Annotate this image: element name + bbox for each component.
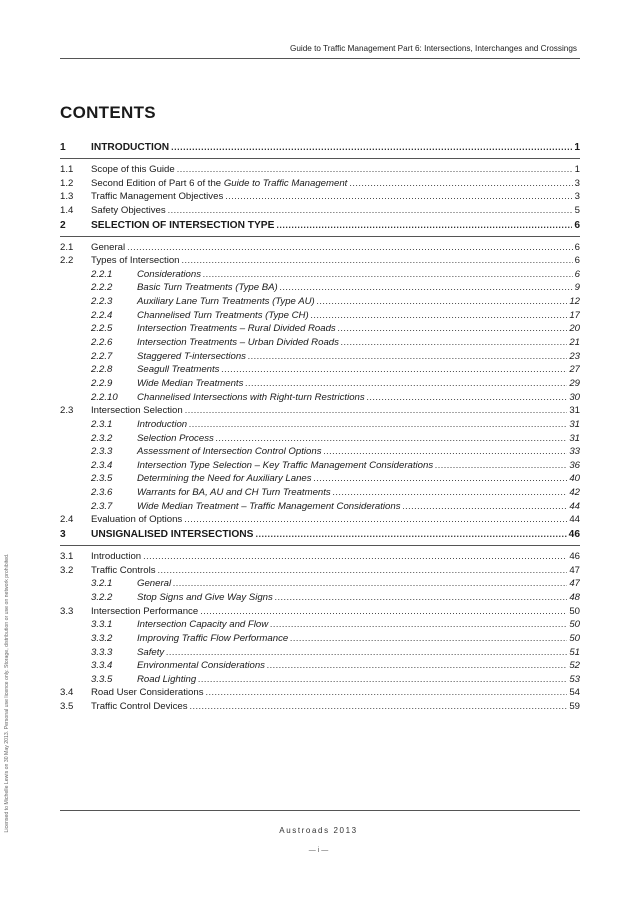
- toc-entry-page: 54: [569, 687, 580, 699]
- toc-entry-title: [91, 163, 175, 177]
- toc-subsection-entry[interactable]: [60, 268, 580, 282]
- toc-entry-number: 2.2.8: [91, 364, 113, 376]
- toc-entry-title-italic: Guide to Traffic Management: [223, 177, 348, 189]
- toc-entry-title: [91, 254, 180, 268]
- toc-entry-page: 1: [574, 142, 580, 153]
- toc-entry-number: 2.2.6: [91, 337, 113, 349]
- toc-dot-leader: [276, 218, 572, 232]
- toc-dot-leader: [248, 350, 567, 364]
- toc-entry-title: [137, 281, 278, 295]
- toc-entry-number: 3.3.3: [91, 646, 113, 658]
- toc-entry-title-text: Selection Process: [137, 432, 214, 444]
- toc-entry-number: 2: [60, 219, 66, 231]
- toc-dot-leader: [403, 500, 568, 514]
- toc-entry-title-text: SELECTION OF INTERSECTION TYPE: [91, 219, 275, 231]
- toc-dot-leader: [435, 459, 567, 473]
- toc-entry-title: [91, 605, 198, 619]
- toc-entry-number: 1.1: [60, 164, 74, 175]
- toc-section-entry[interactable]: [60, 605, 580, 619]
- toc-entry-title: [91, 141, 169, 155]
- toc-entry-page: 53: [569, 673, 580, 685]
- toc-dot-leader: [190, 700, 568, 714]
- toc-entry-title-text: Wide Median Treatments: [137, 377, 244, 389]
- toc-dot-leader: [158, 564, 568, 578]
- toc-entry-number: 2.3.3: [91, 446, 113, 458]
- toc-section-entry[interactable]: [60, 700, 580, 714]
- toc-section-entry[interactable]: [60, 564, 580, 578]
- toc-entry-page: 46: [569, 551, 580, 563]
- toc-entry-number: 3.2.2: [91, 591, 113, 603]
- toc-entry-title: [137, 363, 219, 377]
- toc-entry-title-text: General: [137, 578, 172, 590]
- toc-dot-leader: [216, 432, 568, 446]
- toc-dot-leader: [173, 577, 567, 591]
- toc-entry-page: 44: [569, 500, 580, 512]
- toc-dot-leader: [255, 527, 566, 541]
- toc-subsection-entry[interactable]: [60, 618, 580, 632]
- toc-entry-title-text: UNSIGNALISED INTERSECTIONS: [91, 529, 254, 541]
- toc-subsection-entry[interactable]: [60, 673, 580, 687]
- running-header: Guide to Traffic Management Part 6: Intersections, Interchanges and Crossings: [289, 44, 577, 53]
- toc-entry-number: 3.4: [60, 687, 74, 699]
- toc-entry-title-text: Environmental Considerations: [137, 660, 265, 672]
- toc-entry-number: 1: [60, 142, 66, 153]
- toc-section-entry[interactable]: [60, 241, 580, 255]
- toc-entry-page: 20: [569, 323, 580, 335]
- toc-section-entry[interactable]: [60, 254, 580, 268]
- toc-entry-page: 52: [569, 660, 580, 672]
- toc-dot-leader: [341, 336, 567, 350]
- toc-entry-title-text: Traffic Management Objectives: [91, 191, 224, 203]
- toc-subsection-entry[interactable]: [60, 632, 580, 646]
- toc-entry-title: [91, 528, 253, 542]
- toc-entry-title-text: Scope of this Guide: [91, 164, 175, 175]
- toc-entry-number: 1.4: [60, 204, 74, 216]
- toc-dot-leader: [166, 646, 567, 660]
- toc-entry-page: 12: [569, 296, 580, 308]
- toc-entry-page: 17: [569, 309, 580, 321]
- toc-entry-number: 2.2.10: [91, 391, 118, 403]
- toc-entry-title-text: Road User Considerations: [91, 687, 204, 699]
- toc-entry-title-text: Introduction: [91, 551, 142, 563]
- toc-entry-number: 2.4: [60, 514, 74, 526]
- toc-dot-leader: [290, 632, 567, 646]
- toc-entry-page: 48: [569, 591, 580, 603]
- toc-entry-title-text: Traffic Control Devices: [91, 701, 188, 713]
- toc-entry-title-text: Traffic Controls: [91, 564, 156, 576]
- table-of-contents: [60, 140, 580, 714]
- toc-dot-leader: [311, 309, 568, 323]
- toc-entry-number: 3.3.4: [91, 660, 113, 672]
- toc-entry-title: [137, 295, 315, 309]
- toc-entry-title-text: Determining the Need for Auxiliary Lanes: [137, 473, 312, 485]
- toc-entry-title-text: Seagull Treatments: [137, 364, 220, 376]
- toc-dot-leader: [203, 268, 573, 282]
- toc-subsection-entry[interactable]: [60, 336, 580, 350]
- toc-entry-title-text: Road Lighting: [137, 673, 197, 685]
- toc-entry-title: [91, 204, 166, 218]
- toc-entry-title-text: Assessment of Intersection Control Options: [137, 446, 322, 458]
- toc-chapter-entry[interactable]: [60, 218, 580, 237]
- toc-subsection-entry[interactable]: [60, 309, 580, 323]
- toc-entry-page: 59: [569, 701, 580, 713]
- toc-entry-page: 9: [574, 282, 580, 294]
- toc-entry-page: 33: [569, 446, 580, 458]
- toc-dot-leader: [324, 445, 568, 459]
- toc-entry-title: [91, 190, 223, 204]
- toc-entry-number: 1.3: [60, 191, 74, 203]
- toc-entry-page: 31: [569, 418, 580, 430]
- toc-entry-page: 6: [574, 241, 580, 253]
- toc-entry-number: 2.2.9: [91, 377, 113, 389]
- toc-entry-title: [137, 391, 365, 405]
- toc-entry-number: 3.3.5: [91, 673, 113, 685]
- toc-entry-page: 50: [569, 632, 580, 644]
- toc-entry-number: 2.3.6: [91, 487, 113, 499]
- toc-entry-title-text: Intersection Treatments – Rural Divided Roads: [137, 323, 336, 335]
- toc-entry-page: 46: [568, 529, 580, 541]
- toc-entry-number: 2.2.2: [91, 282, 113, 294]
- toc-dot-leader: [185, 404, 568, 418]
- toc-entry-title-text: Evaluation of Options: [91, 514, 183, 526]
- toc-entry-number: 2.3: [60, 405, 74, 417]
- toc-entry-title: [137, 322, 336, 336]
- toc-dot-leader: [267, 659, 567, 673]
- toc-entry-title-text: Intersection Selection: [91, 405, 183, 417]
- toc-subsection-entry[interactable]: [60, 577, 580, 591]
- toc-entry-title: [91, 241, 125, 255]
- toc-entry-number: 3.1: [60, 551, 74, 563]
- toc-entry-title: [91, 564, 156, 578]
- toc-entry-title-text: Intersection Capacity and Flow: [137, 619, 269, 631]
- toc-entry-page: 50: [569, 605, 580, 617]
- toc-subsection-entry[interactable]: [60, 591, 580, 605]
- toc-subsection-entry[interactable]: [60, 646, 580, 660]
- toc-entry-number: 3.2.1: [91, 578, 113, 590]
- toc-entry-page: 29: [569, 377, 580, 389]
- toc-subsection-entry[interactable]: [60, 377, 580, 391]
- toc-entry-title-text: Stop Signs and Give Way Signs: [137, 591, 273, 603]
- toc-subsection-entry[interactable]: [60, 418, 580, 432]
- toc-chapter-entry[interactable]: [60, 527, 580, 546]
- footer-page-number: — i —: [308, 847, 329, 854]
- toc-entry-page: 42: [569, 487, 580, 499]
- toc-entry-title: [91, 550, 141, 564]
- toc-subsection-entry[interactable]: [60, 432, 580, 446]
- toc-entry-page: 47: [569, 578, 580, 590]
- toc-dot-leader: [245, 377, 567, 391]
- toc-dot-leader: [189, 418, 567, 432]
- toc-entry-title-text: Auxiliary Lane Turn Treatments (Type AU): [137, 296, 315, 308]
- toc-dot-leader: [225, 190, 572, 204]
- toc-entry-title: [91, 177, 347, 191]
- toc-dot-leader: [127, 241, 573, 255]
- toc-entry-number: 3.2: [60, 564, 74, 576]
- toc-entry-title-text: Intersection Treatments – Urban Divided Roads: [137, 337, 339, 349]
- toc-entry-title: [137, 646, 164, 660]
- toc-entry-title-text: Introduction: [137, 418, 188, 430]
- toc-entry-page: 21: [569, 337, 580, 349]
- toc-entry-title-text: Wide Median Treatment – Traffic Management Considerations: [137, 500, 401, 512]
- toc-section-entry[interactable]: [60, 163, 580, 177]
- toc-entry-title: [137, 445, 322, 459]
- toc-section-entry[interactable]: [60, 686, 580, 700]
- toc-entry-title-text: Safety: [137, 646, 165, 658]
- toc-subsection-entry[interactable]: [60, 322, 580, 336]
- toc-entry-title: [91, 700, 188, 714]
- toc-subsection-entry[interactable]: [60, 459, 580, 473]
- toc-dot-leader: [182, 254, 573, 268]
- toc-entry-page: 51: [569, 646, 580, 658]
- toc-entry-page: 1: [574, 164, 580, 175]
- toc-subsection-entry[interactable]: [60, 445, 580, 459]
- toc-entry-number: 2.2.7: [91, 350, 113, 362]
- toc-entry-page: 6: [574, 268, 580, 280]
- toc-entry-page: 31: [569, 405, 580, 417]
- toc-dot-leader: [317, 295, 568, 309]
- toc-entry-title: [137, 591, 273, 605]
- toc-section-entry[interactable]: [60, 190, 580, 204]
- toc-entry-page: 5: [574, 204, 580, 216]
- toc-entry-title: [91, 686, 204, 700]
- toc-entry-title: [91, 513, 182, 527]
- toc-entry-number: 2.3.4: [91, 459, 113, 471]
- toc-dot-leader: [200, 605, 567, 619]
- toc-entry-number: 2.1: [60, 241, 74, 253]
- toc-dot-leader: [177, 163, 573, 177]
- toc-entry-title: [137, 500, 401, 514]
- toc-entry-number: 2.2.3: [91, 296, 113, 308]
- toc-subsection-entry[interactable]: [60, 659, 580, 673]
- toc-entry-number: 2.2: [60, 255, 74, 267]
- toc-entry-number: 3.5: [60, 701, 74, 713]
- toc-entry-title: [137, 632, 288, 646]
- toc-entry-title-text: Intersection Type Selection – Key Traffic Management Considerations: [137, 459, 434, 471]
- toc-entry-title-text: Staggered T-intersections: [137, 350, 246, 362]
- toc-section-entry[interactable]: [60, 204, 580, 218]
- toc-entry-title-text: Channelised Turn Treatments (Type CH): [137, 309, 309, 321]
- toc-entry-title-text: Channelised Intersections with Right-turn Restrictions: [137, 391, 365, 403]
- toc-entry-title-text: Warrants for BA, AU and CH Turn Treatments: [137, 487, 331, 499]
- toc-entry-page: 30: [569, 391, 580, 403]
- toc-entry-title-text: Types of Intersection: [91, 255, 180, 267]
- toc-dot-leader: [198, 673, 567, 687]
- toc-section-entry[interactable]: [60, 513, 580, 527]
- toc-section-entry[interactable]: [60, 404, 580, 418]
- toc-entry-page: 44: [569, 514, 580, 526]
- toc-entry-title: [137, 350, 246, 364]
- toc-entry-title: [137, 472, 312, 486]
- toc-entry-title: [137, 618, 268, 632]
- toc-entry-title: [137, 336, 339, 350]
- toc-entry-title: [91, 404, 183, 418]
- toc-dot-leader: [143, 550, 567, 564]
- toc-entry-number: 2.3.2: [91, 432, 113, 444]
- toc-entry-title-text: Intersection Performance: [91, 605, 199, 617]
- toc-dot-leader: [314, 472, 568, 486]
- licence-watermark: Licensed to Michelle Lewis on 30 May 2013. Personal use licence only. Storage, distribution or use on network prohibited.: [4, 553, 10, 833]
- toc-entry-title: [137, 418, 187, 432]
- toc-entry-title-text: INTRODUCTION: [91, 142, 170, 153]
- toc-section-entry[interactable]: [60, 177, 580, 191]
- toc-subsection-entry[interactable]: [60, 472, 580, 486]
- toc-entry-title: [137, 459, 433, 473]
- toc-entry-title: [137, 486, 331, 500]
- toc-subsection-entry[interactable]: [60, 295, 580, 309]
- toc-dot-leader: [206, 686, 568, 700]
- toc-subsection-entry[interactable]: [60, 500, 580, 514]
- toc-entry-title-text: Basic Turn Treatments (Type BA): [137, 282, 278, 294]
- toc-entry-page: 36: [569, 459, 580, 471]
- footer-divider: [60, 810, 580, 811]
- footer-publisher: Austroads 2013: [279, 826, 358, 835]
- toc-dot-leader: [280, 281, 573, 295]
- toc-subsection-entry[interactable]: [60, 281, 580, 295]
- toc-entry-title: [91, 219, 274, 233]
- toc-subsection-entry[interactable]: [60, 486, 580, 500]
- toc-entry-page: 27: [569, 364, 580, 376]
- toc-entry-number: 1.2: [60, 177, 74, 189]
- toc-entry-page: 31: [569, 432, 580, 444]
- toc-section-entry[interactable]: [60, 550, 580, 564]
- toc-dot-leader: [221, 363, 567, 377]
- toc-subsection-entry[interactable]: [60, 350, 580, 364]
- toc-entry-number: 2.3.5: [91, 473, 113, 485]
- toc-entry-title: [137, 268, 201, 282]
- toc-entry-title: [137, 673, 196, 687]
- toc-entry-title-text: Safety Objectives: [91, 204, 166, 216]
- toc-dot-leader: [367, 391, 568, 405]
- toc-entry-number: 3: [60, 529, 66, 541]
- toc-entry-number: 2.3.7: [91, 500, 113, 512]
- page-title: CONTENTS: [60, 103, 156, 122]
- toc-entry-page: 47: [569, 564, 580, 576]
- toc-entry-page: 40: [569, 473, 580, 485]
- toc-entry-number: 2.3.1: [91, 418, 113, 430]
- toc-entry-page: 6: [574, 255, 580, 267]
- toc-chapter-entry[interactable]: [60, 140, 580, 159]
- toc-entry-number: 3.3.2: [91, 632, 113, 644]
- toc-entry-title: [137, 659, 265, 673]
- toc-dot-leader: [184, 513, 567, 527]
- toc-dot-leader: [349, 177, 572, 191]
- toc-entry-number: 3.3.1: [91, 619, 113, 631]
- toc-entry-number: 3.3: [60, 605, 74, 617]
- toc-dot-leader: [275, 591, 568, 605]
- toc-entry-page: 23: [569, 350, 580, 362]
- header-divider: [60, 58, 580, 59]
- toc-entry-title: [137, 432, 214, 446]
- toc-entry-page: 3: [574, 191, 580, 203]
- toc-entry-title: [137, 577, 171, 591]
- toc-entry-title: [137, 377, 243, 391]
- toc-dot-leader: [333, 486, 568, 500]
- toc-dot-leader: [171, 140, 572, 154]
- toc-entry-number: 2.2.5: [91, 323, 113, 335]
- toc-entry-title: [137, 309, 309, 323]
- toc-dot-leader: [270, 618, 567, 632]
- toc-dot-leader: [338, 322, 568, 336]
- toc-entry-title-text: Considerations: [137, 268, 201, 280]
- toc-entry-number: 2.2.4: [91, 309, 113, 321]
- toc-entry-page: 50: [569, 619, 580, 631]
- toc-entry-number: 2.2.1: [91, 268, 113, 280]
- toc-entry-page: 3: [574, 177, 580, 189]
- toc-entry-title-text: Improving Traffic Flow Performance: [137, 632, 289, 644]
- toc-subsection-entry[interactable]: [60, 391, 580, 405]
- toc-entry-title-text: General: [91, 241, 126, 253]
- toc-entry-title-text: Second Edition of Part 6 of the: [91, 177, 224, 189]
- toc-entry-page: 6: [574, 219, 580, 231]
- toc-dot-leader: [168, 204, 573, 218]
- toc-subsection-entry[interactable]: [60, 363, 580, 377]
